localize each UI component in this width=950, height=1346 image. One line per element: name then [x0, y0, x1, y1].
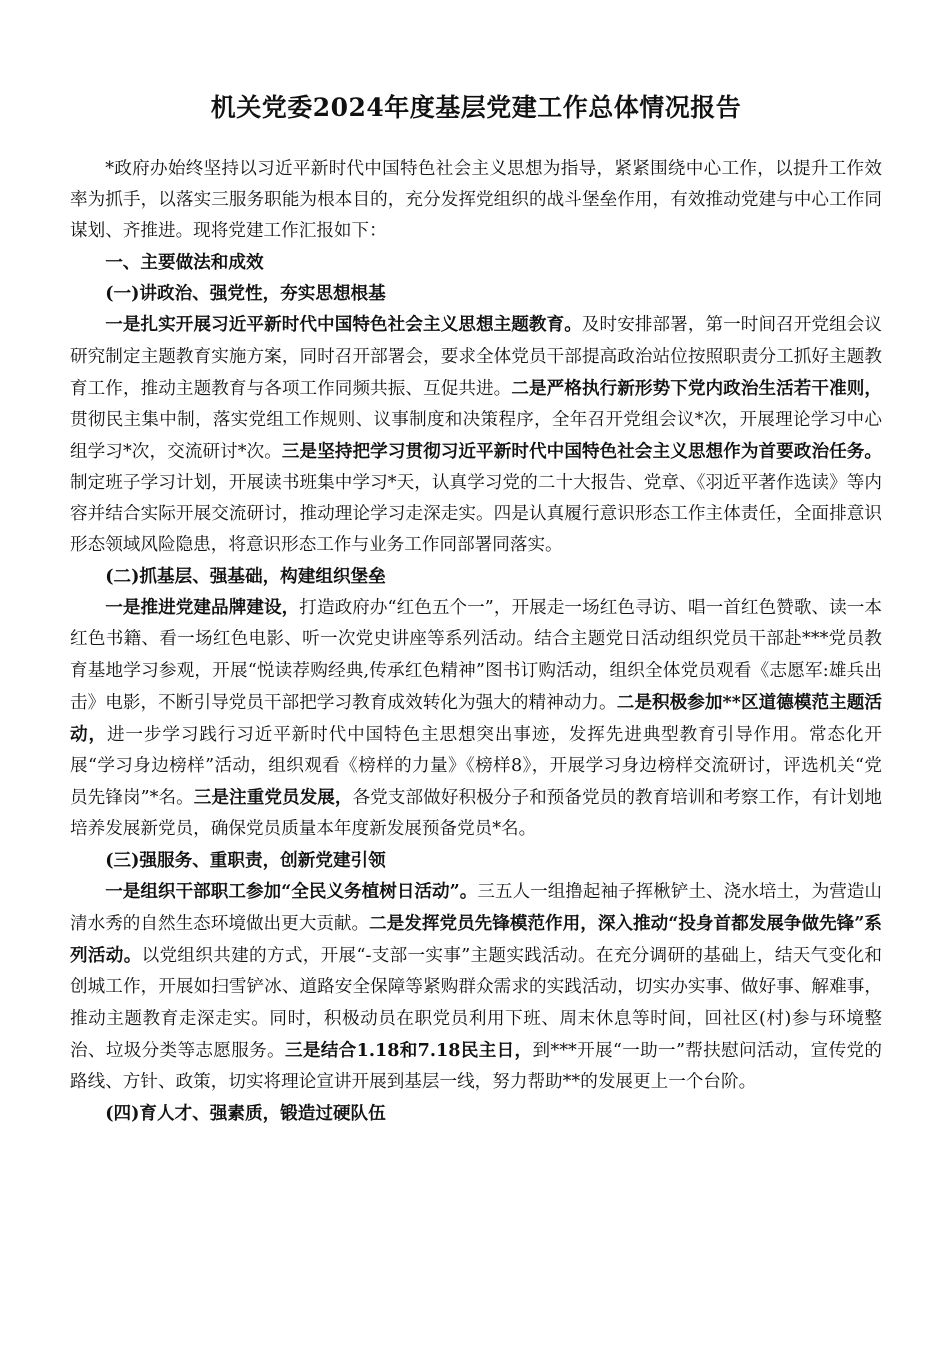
- bold-lead: 一是组织干部职工参加“全民义务植树日活动”。: [105, 881, 478, 903]
- bold-lead: 一是扎实开展习近平新时代中国特色社会主义思想主题教育。: [105, 314, 582, 336]
- bold-lead: 二是积极参加**区道德模范主题活动，: [70, 691, 882, 745]
- body-text: 三五人一组撸起袖子挥楸铲土、浇水培土，为营造山清水秀的自然生态环境做出更大贡献。: [70, 882, 882, 935]
- body-text: 及时安排部署，第一时间召开党组会议研究制定主题教育实施方案，同时召开部署会，要求全体党员干部提高政治站位按照职责分工抓好主题教育工作，推动主题教育与各项工作同频共振、互促共进。: [70, 315, 882, 399]
- bold-lead: 三是坚持把学习贯彻习近平新时代中国特色社会主义思想作为首要政治任务。: [281, 440, 882, 462]
- subsection-heading-2: (二)抓基层、强基础，构建组织堡垒: [105, 566, 386, 588]
- body-text: 贯彻民主集中制，落实党组工作规则、议事制度和决策程序，全年召开党组会议*次，开展理论学习中心组学习*次，交流研讨*次。: [70, 409, 882, 462]
- body-text: 以党组织共建的方式，开展“-支部一实事”主题实践活动。在充分调研的基础上，结天气变化和创城工作，开展如扫雪铲冰、道路安全保障等紧购群众需求的实践活动，切实办实事、做好事、解难事，推动主题教育走深走实。同时，积极动员在职党员利用下班、周末休息等时间，回社区(村)参与环境整治、垃圾分类等志愿服务。: [70, 946, 882, 1061]
- page-title: 机关党委2024年度基层党建工作总体情况报告: [210, 93, 742, 122]
- bold-lead: 三是注重党员发展，: [193, 786, 353, 808]
- body-paragraph-1: [70, 309, 882, 561]
- intro-paragraph: *政府办始终坚持以习近平新时代中国特色社会主义思想为指导，紧紧围绕中心工作，以提升工作效率为抓手，以落实三服务职能为根本目的，充分发挥党组织的战斗堡垒作用，有效推动党建与中心工作同谋划、齐推进。现将党建工作汇报如下：: [70, 159, 882, 242]
- bold-lead: 一是推进党建品牌建设，: [105, 597, 300, 619]
- body-paragraph-2: [70, 592, 882, 845]
- section-heading: 一、主要做法和成效: [105, 252, 264, 274]
- body-text: 打造政府办“红色五个一”，开展走一场红色寻访、唱一首红色赞歌、读一本红色书籍、看一场红色电影、听一次党史讲座等系列活动。结合主题党日活动组织党员干部赴***党员教育基地学习参观，开展“悦读荐购经典,传承红色精神”图书订购活动，组织全体党员观看《志愿军:雄兵出击》电影，不断引导党员干部把学习教育成效转化为强大的精神动力。: [70, 598, 882, 713]
- bold-lead: 二是严格执行新形势下党内政治生活若干准则，: [511, 377, 882, 399]
- body-text: 进一步学习践行习近平新时代中国特色主思想突出事迹，发挥先进典型教育引导作用。常态化开展“学习身边榜样”活动，组织观看《榜样的力量》《榜样8》，开展学习身边榜样交流研讨，评选机关“党员先锋岗”*名。: [70, 724, 882, 808]
- body-text: 各党支部做好积极分子和预备党员的教育培训和考察工作，有计划地培养发展新党员，确保党员质量本年度新发展预备党员*名。: [70, 787, 882, 839]
- bold-lead: 二是发挥党员先锋模范作用，深入推动“投身首都发展争做先锋”系列活动。: [70, 913, 882, 967]
- subsection-heading-4: (四)育人才、强素质，锻造过硬队伍: [105, 1102, 386, 1124]
- body-paragraph-3: [70, 876, 882, 1098]
- bold-lead: 三是结合1.18和7.18民主日，: [284, 1039, 533, 1061]
- subsection-heading-1: (一)讲政治、强党性，夯实思想根基: [105, 283, 386, 305]
- body-text: 制定班子学习计划，开展读书班集中学习*天，认真学习党的二十大报告、党章、《羽近平著作选读》等内容并结合实际开展交流研讨，推动理论学习走深走实。四是认真履行意识形态工作主体责任，全面排意识形态领域风险隐患，将意识形态工作与业务工作同部署同落实。: [70, 472, 882, 556]
- subsection-heading-3: (三)强服务、重职责，创新党建引领: [105, 850, 386, 872]
- body-text: 到***开展“一助一”帮扶慰问活动，宣传党的路线、方针、政策，切实将理论宣讲开展到基层一线，努力帮助**的发展更上一个台阶。: [70, 1040, 882, 1092]
